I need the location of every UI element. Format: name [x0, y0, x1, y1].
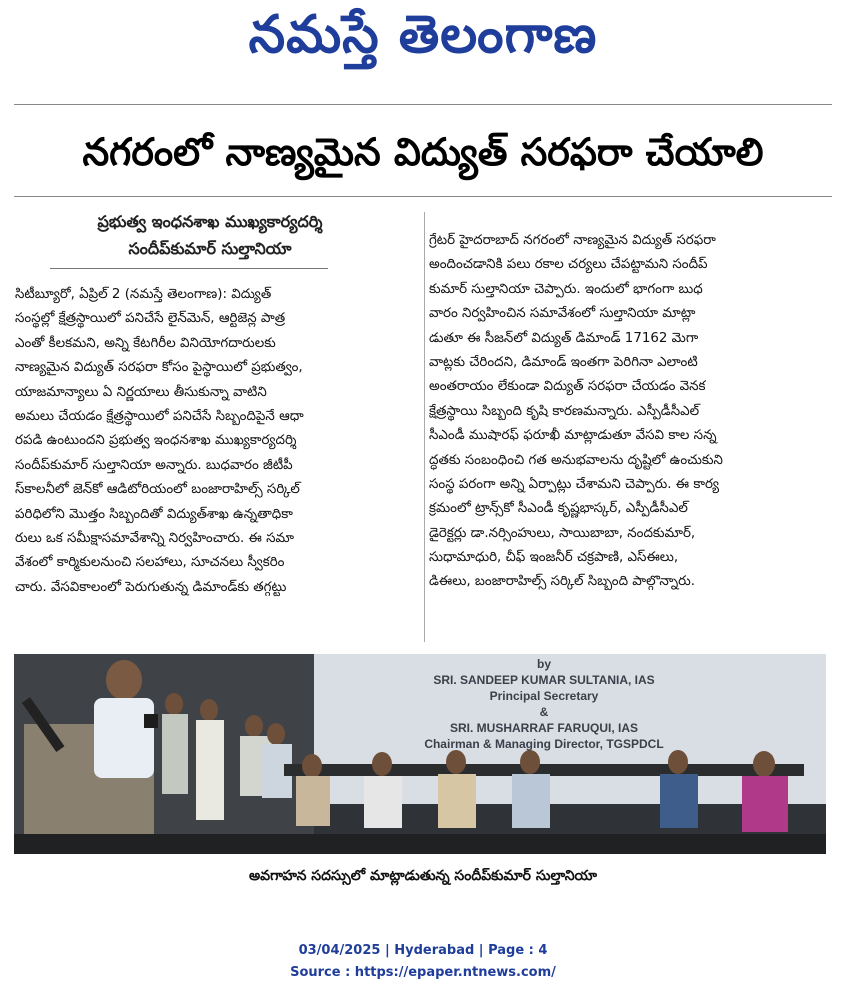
- banner-line: Chairman & Managing Director, TGSPDCL: [424, 737, 664, 751]
- masthead: [0, 0, 846, 98]
- text-line: స్‌కాలనీలో జెన్‌కో ఆడిటోరియంలో బంజారాహిల్స్ సర్కిల్: [15, 482, 300, 498]
- text-line: అంతరాయం లేకుండా విద్యుత్ సరఫరా చేయడం వెనక: [429, 379, 706, 395]
- banner-line: by: [536, 657, 551, 671]
- article-headline: నగరంలో నాణ్యమైన విద్యుత్ సరఫరా చేయాలి: [82, 130, 764, 174]
- banner-line: SRI. MUSHARRAF FARUQUI, IAS: [449, 721, 638, 735]
- subhead-line: ప్రభుత్వ ఇంధనశాఖ ముఖ్యకార్యదర్శి: [97, 212, 323, 231]
- banner-line: SRI. SANDEEP KUMAR SULTANIA, IAS: [433, 673, 655, 687]
- text-line: కుమార్ సుల్తానియా చెప్పారు. ఇందులో భాగంగా బుధ: [429, 281, 703, 297]
- text-line: క్రమంలో ట్రాన్స్‌కో సీఎండీ కృష్ణభాస్కర్, ఎస్పీడీసీఎల్: [429, 501, 688, 517]
- text-line: రపడి ఉంటుందని ప్రభుత్వ ఇంధనశాఖ ముఖ్యకార్యదర్శి: [15, 433, 297, 449]
- headline-divider: [14, 196, 832, 197]
- article-subhead: [60, 208, 360, 262]
- text-line: రులు ఒక సమీక్షాసమావేశాన్ని నిర్వహించారు. ఈ సమా: [15, 530, 294, 546]
- article-column-left: [15, 283, 420, 600]
- text-line: సిటీబ్యూరో, ఏప్రిల్ 2 (నమస్తే తెలంగాణ): విద్యుత్: [15, 287, 272, 302]
- text-line: డుతూ ఈ సీజన్‌లో విద్యుత్ డిమాండ్ 17162 మెగా: [429, 330, 699, 346]
- text-line: సంస్థ పరంగా అన్ని ఏర్పాట్లు చేశామని చెప్పారు. ఈ కార్య: [429, 476, 720, 492]
- article-column-right: [429, 229, 829, 595]
- subhead-divider: [50, 268, 328, 269]
- text-line: డిఈలు, బంజారాహిల్స్ సర్కిల్ సిబ్బంది పాల్గొన్నారు.: [429, 574, 695, 590]
- photo-caption: అవగాహన సదస్సులో మాట్లాడుతున్న సందీప్‌కుమార్ సుల్తానియా: [248, 868, 598, 884]
- text-line: చారు. వేసవికాలంలో పెరుగుతున్న డిమాండ్‌కు తగ్గట్టు: [15, 579, 287, 595]
- newspaper-logo: నమస్తే తెలంగాణ: [248, 4, 598, 65]
- text-line: పరిధిలోని మొత్తం సిబ్బందితో విద్యుత్‌శాఖ ఉన్నతాధికా: [15, 506, 293, 522]
- text-line: సుధామాధురి, చీఫ్ ఇంజనీర్ చక్రపాణి, ఎస్ఈలు,: [429, 550, 679, 566]
- banner-line: Principal Secretary: [489, 689, 599, 703]
- text-line: అమలు చేయడం క్షేత్రస్థాయిలో పనిచేసే సిబ్బందిపైనే ఆధా: [15, 408, 304, 424]
- text-line: యాజమాన్యాలు ఏ నిర్ణయాలు తీసుకున్నా వాటిని: [15, 384, 267, 400]
- text-line: ద్ధతకు సంబంధించి గత అనుభవాలను దృష్టిలో ఉంచుకుని: [429, 452, 723, 468]
- text-line: క్షేత్రస్థాయి సిబ్బంది కృషి కారణమన్నారు. ఎస్పీడీసీఎల్: [429, 403, 700, 419]
- column-divider: [424, 212, 425, 642]
- text-line: వారం నిర్వహించిన సమావేశంలో సుల్తానియా మాట్లా: [429, 306, 696, 322]
- text-line: గ్రేటర్ హైదరాబాద్ నగరంలో నాణ్యమైన విద్యుత్ సరఫరా: [429, 233, 716, 248]
- footer-source-line: Source : https://epaper.ntnews.com/: [290, 965, 556, 980]
- photo-banner: [374, 656, 714, 752]
- subhead-line: సందీప్‌కుమార్ సుల్తానియా: [128, 239, 292, 258]
- text-line: సీఎండీ ముషారఫ్ ఫరూఖీ మాట్లాడుతూ వేసవి కాల సన్న: [429, 428, 717, 444]
- footer-date-line: 03/04/2025 | Hyderabad | Page : 4: [298, 943, 548, 958]
- event-photo: [14, 654, 826, 854]
- page-footer: [0, 940, 846, 984]
- text-line: సంస్థల్లో క్షేత్రస్థాయిలో పనిచేసే లైన్‌మెన్, ఆర్టిజెన్ల పాత్ర: [15, 311, 286, 327]
- banner-line: &: [539, 705, 549, 719]
- text-line: నాణ్యమైన విద్యుత్ సరఫరా కోసం పైస్థాయిలో ప్రభుత్వం,: [15, 360, 303, 376]
- text-line: ఎంతో కీలకమని, అన్ని కేటగిరీల వినియోగదారులకు: [15, 335, 276, 351]
- text-line: డైరెక్టర్లు డా.నర్సింహులు, సాయిబాబా, నందకుమార్,: [429, 525, 696, 541]
- text-line: వేశంలో కార్మికులనుంచి సలహాలు, సూచనలు స్వీకరిం: [15, 555, 285, 571]
- masthead-divider: [14, 104, 832, 105]
- text-line: వాట్లకు చేరిందని, డిమాండ్ ఇంతగా పెరిగినా ఎలాంటి: [429, 354, 698, 370]
- text-line: సందీప్‌కుమార్ సుల్తానియా అన్నారు. బుధవారం జీటీపీ: [15, 457, 293, 473]
- text-line: అందించడానికి పలు రకాల చర్యలు చేపట్టామని సందీప్: [429, 257, 708, 273]
